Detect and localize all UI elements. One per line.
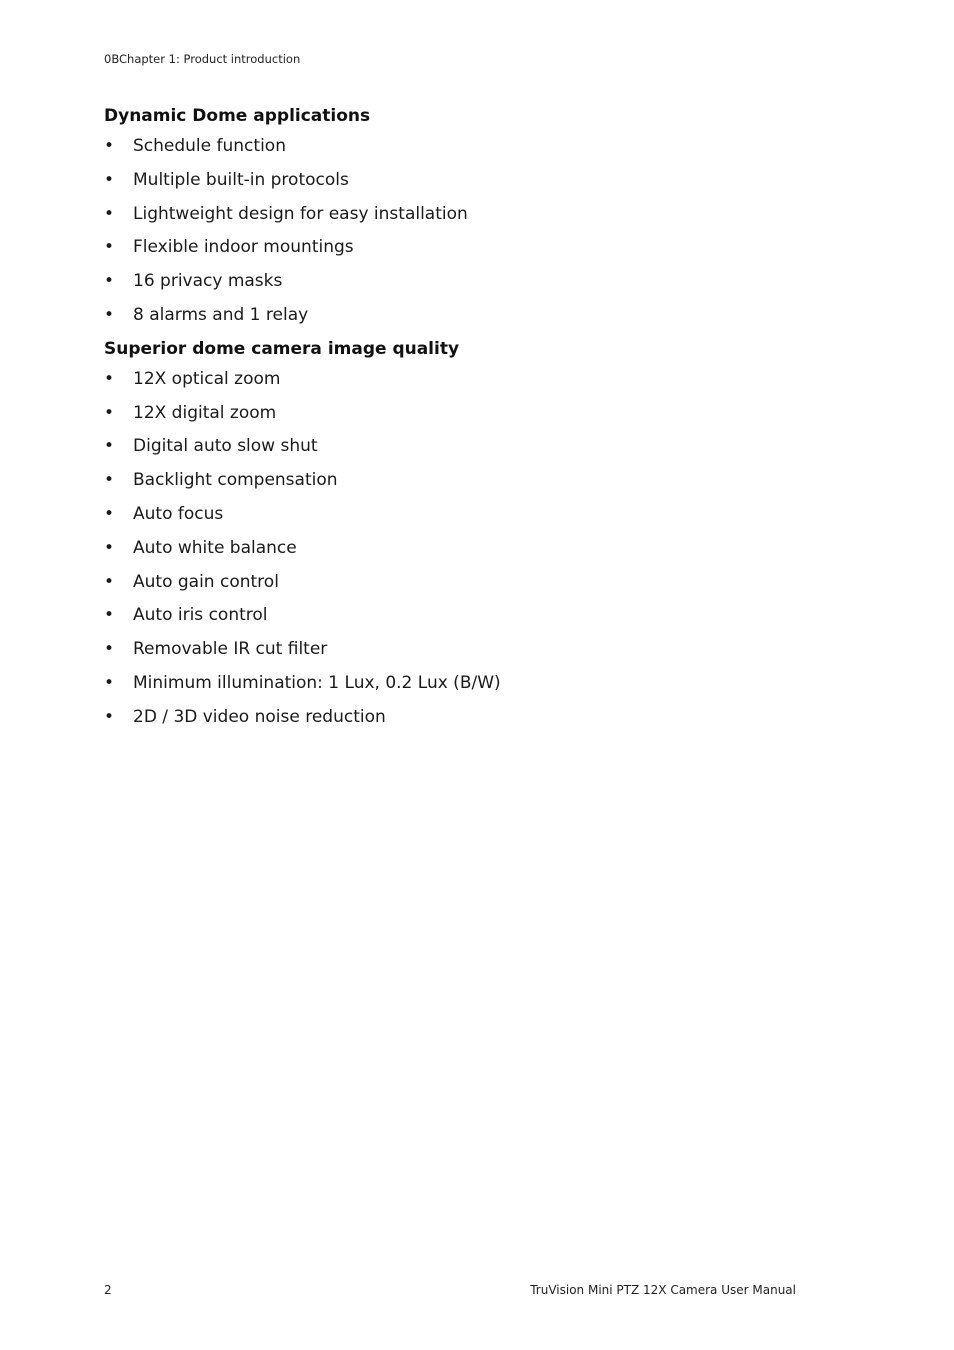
bullet-icon: • bbox=[104, 304, 115, 325]
list-item-text: Lightweight design for easy installation bbox=[133, 203, 468, 224]
bullet-icon: • bbox=[104, 136, 115, 156]
list-item-text: Minimum illumination: 1 Lux, 0.2 Lux (B/W) bbox=[133, 672, 501, 693]
list-item-text: Auto iris control bbox=[133, 605, 268, 626]
bullet-icon: • bbox=[104, 639, 115, 660]
list-item-text: Digital auto slow shut bbox=[133, 436, 318, 457]
bullet-icon: • bbox=[104, 571, 115, 592]
list-item bbox=[104, 636, 804, 670]
bullet-icon: • bbox=[104, 169, 115, 190]
list-item bbox=[104, 234, 804, 268]
bullet-icon: • bbox=[104, 605, 115, 626]
list-item-text: Auto white balance bbox=[133, 537, 297, 558]
bullet-icon: • bbox=[104, 271, 115, 292]
bullet-list bbox=[104, 133, 804, 336]
list-item bbox=[104, 268, 804, 302]
section-heading: Dynamic Dome applications bbox=[104, 106, 371, 126]
bullet-icon: • bbox=[104, 402, 115, 423]
section-heading: Superior dome camera image quality bbox=[104, 338, 460, 359]
list-item bbox=[104, 302, 804, 336]
section-superior-image-quality bbox=[104, 336, 804, 738]
section-dynamic-dome-applications bbox=[104, 103, 804, 336]
list-item-text: Removable IR cut filter bbox=[133, 639, 328, 660]
bullet-icon: • bbox=[104, 203, 115, 224]
list-item-text: Auto focus bbox=[133, 503, 224, 524]
list-item-text: Auto gain control bbox=[133, 571, 279, 592]
list-item-text: Multiple built-in protocols bbox=[133, 169, 349, 190]
list-item-text: Backlight compensation bbox=[133, 470, 338, 491]
list-item bbox=[104, 670, 804, 704]
bullet-icon: • bbox=[104, 470, 115, 491]
running-header: 0BChapter 1: Product introduction bbox=[104, 52, 301, 66]
list-item bbox=[104, 433, 804, 467]
list-item-text: 16 privacy masks bbox=[133, 271, 283, 292]
list-item-text: Flexible indoor mountings bbox=[133, 237, 354, 258]
bullet-icon: • bbox=[104, 706, 115, 727]
list-item bbox=[104, 602, 804, 636]
bullet-list bbox=[104, 366, 804, 738]
list-item-text: Schedule function bbox=[133, 136, 286, 156]
page-number: 2 bbox=[104, 1283, 112, 1297]
list-item bbox=[104, 704, 804, 738]
list-item bbox=[104, 133, 804, 167]
bullet-icon: • bbox=[104, 672, 115, 693]
list-item bbox=[104, 569, 804, 603]
bullet-icon: • bbox=[104, 368, 115, 389]
list-item bbox=[104, 167, 804, 201]
list-item bbox=[104, 535, 804, 569]
list-item-text: 2D / 3D video noise reduction bbox=[133, 706, 386, 727]
list-item bbox=[104, 467, 804, 501]
list-item-text: 12X optical zoom bbox=[133, 368, 281, 389]
list-item-text: 12X digital zoom bbox=[133, 402, 277, 423]
list-item bbox=[104, 501, 804, 535]
footer-document-title: TruVision Mini PTZ 12X Camera User Manual bbox=[530, 1283, 796, 1297]
page-content bbox=[104, 103, 804, 738]
list-item bbox=[104, 366, 804, 400]
list-item-text: 8 alarms and 1 relay bbox=[133, 304, 309, 325]
bullet-icon: • bbox=[104, 537, 115, 558]
bullet-icon: • bbox=[104, 436, 115, 457]
list-item bbox=[104, 201, 804, 235]
bullet-icon: • bbox=[104, 503, 115, 524]
bullet-icon: • bbox=[104, 237, 115, 258]
list-item bbox=[104, 400, 804, 434]
